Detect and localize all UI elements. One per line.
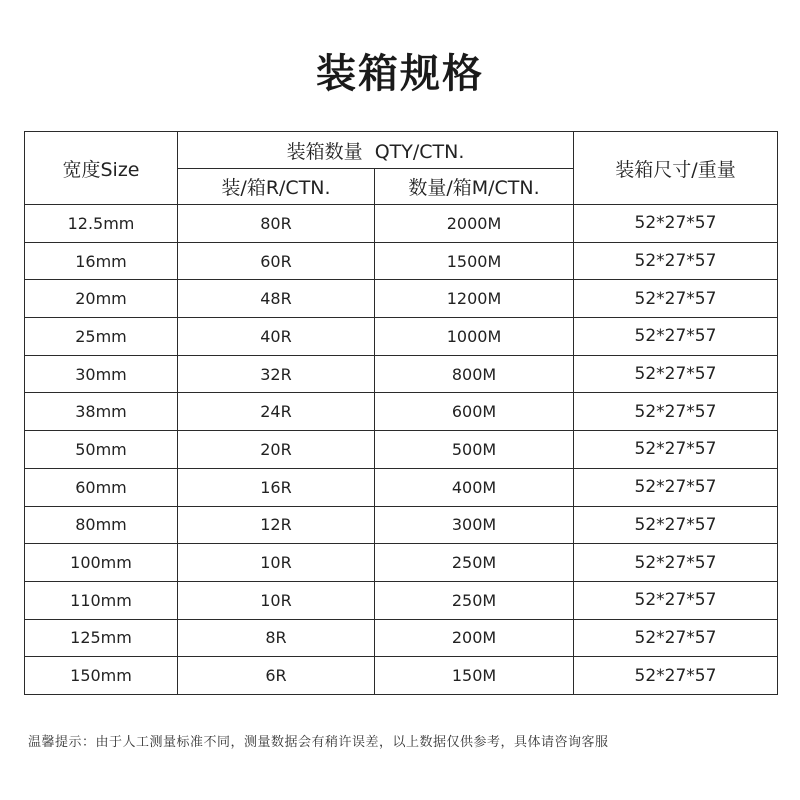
footnote: 温馨提示：由于人工测量标准不同，测量数据会有稍许误差，以上数据仅供参考，具体请咨询客服 (28, 735, 609, 750)
cell-carton-size: 52*27*57 (574, 506, 778, 544)
table-row (25, 581, 778, 619)
cell-rolls: 10R (178, 581, 375, 619)
cell-rolls: 24R (178, 393, 375, 431)
cell-carton-size: 52*27*57 (574, 355, 778, 393)
cell-meters: 250M (375, 581, 574, 619)
cell-rolls: 16R (178, 468, 375, 506)
page-title: 装箱规格 (316, 51, 484, 97)
cell-width: 12.5mm (25, 205, 178, 243)
header-width: 宽度Size (25, 132, 178, 205)
cell-rolls: 32R (178, 355, 375, 393)
cell-carton-size: 52*27*57 (574, 619, 778, 657)
cell-meters: 200M (375, 619, 574, 657)
table-row (25, 318, 778, 356)
cell-meters: 300M (375, 506, 574, 544)
table-row (25, 506, 778, 544)
cell-carton-size: 52*27*57 (574, 468, 778, 506)
table-row (25, 242, 778, 280)
cell-carton-size: 52*27*57 (574, 318, 778, 356)
cell-rolls: 40R (178, 318, 375, 356)
cell-meters: 500M (375, 431, 574, 469)
cell-carton-size: 52*27*57 (574, 657, 778, 695)
table-row (25, 468, 778, 506)
cell-width: 100mm (25, 544, 178, 582)
cell-rolls: 12R (178, 506, 375, 544)
cell-width: 16mm (25, 242, 178, 280)
cell-meters: 1200M (375, 280, 574, 318)
cell-carton-size: 52*27*57 (574, 242, 778, 280)
cell-meters: 1500M (375, 242, 574, 280)
table-row (25, 205, 778, 243)
header-meters-per-ctn: 数量/箱M/CTN. (375, 169, 574, 205)
cell-width: 110mm (25, 581, 178, 619)
cell-carton-size: 52*27*57 (574, 544, 778, 582)
cell-width: 20mm (25, 280, 178, 318)
table-header-row (25, 132, 778, 169)
cell-width: 60mm (25, 468, 178, 506)
cell-rolls: 10R (178, 544, 375, 582)
cell-width: 50mm (25, 431, 178, 469)
table-row (25, 544, 778, 582)
cell-meters: 600M (375, 393, 574, 431)
cell-rolls: 20R (178, 431, 375, 469)
cell-rolls: 80R (178, 205, 375, 243)
cell-width: 125mm (25, 619, 178, 657)
cell-rolls: 48R (178, 280, 375, 318)
header-rolls-per-ctn: 装/箱R/CTN. (178, 169, 375, 205)
cell-rolls: 60R (178, 242, 375, 280)
cell-meters: 250M (375, 544, 574, 582)
cell-carton-size: 52*27*57 (574, 581, 778, 619)
cell-rolls: 6R (178, 657, 375, 695)
cell-width: 38mm (25, 393, 178, 431)
cell-width: 30mm (25, 355, 178, 393)
cell-meters: 400M (375, 468, 574, 506)
table-row (25, 355, 778, 393)
header-qty-group: 装箱数量 QTY/CTN. (178, 132, 574, 169)
cell-width: 25mm (25, 318, 178, 356)
cell-carton-size: 52*27*57 (574, 393, 778, 431)
table-row (25, 431, 778, 469)
cell-width: 80mm (25, 506, 178, 544)
table-row (25, 393, 778, 431)
cell-meters: 800M (375, 355, 574, 393)
cell-carton-size: 52*27*57 (574, 280, 778, 318)
cell-meters: 2000M (375, 205, 574, 243)
cell-rolls: 8R (178, 619, 375, 657)
table-row (25, 657, 778, 695)
table-row (25, 619, 778, 657)
cell-meters: 150M (375, 657, 574, 695)
header-carton-size: 装箱尺寸/重量 (574, 132, 778, 205)
packing-spec-table (24, 131, 778, 695)
cell-width: 150mm (25, 657, 178, 695)
table-row (25, 280, 778, 318)
cell-meters: 1000M (375, 318, 574, 356)
cell-carton-size: 52*27*57 (574, 431, 778, 469)
cell-carton-size: 52*27*57 (574, 205, 778, 243)
